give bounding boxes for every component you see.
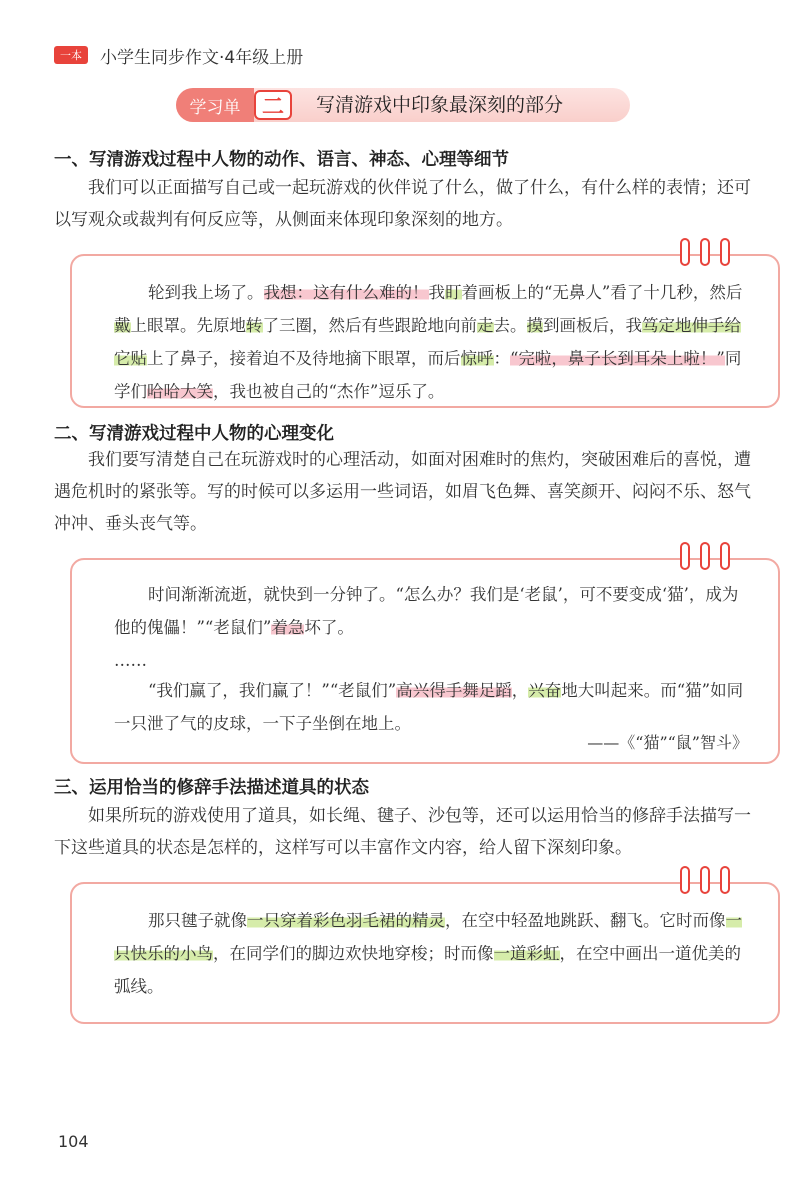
- text-run: ，在空中画出一道优美的弧线。: [114, 944, 741, 996]
- example-text-1: [114, 276, 754, 408]
- clip-icon: [700, 238, 710, 266]
- page-number: 104: [58, 1132, 89, 1151]
- highlight-green: 一只快乐的小鸟: [114, 911, 742, 963]
- text-run: ，在空中轻盈地跳跃、翻飞。它时而像: [445, 911, 726, 930]
- clip-icon: [700, 542, 710, 570]
- text-run: 时间渐渐流逝，就快到一分钟了。“怎么办？我们是‘老鼠’，可不要变成‘猫’，成为他的傀儡！”“老鼠们”: [114, 585, 739, 637]
- binder-clips: [680, 238, 730, 266]
- highlight-green: 一只穿着彩色羽毛裙的精灵: [247, 911, 445, 930]
- highlight-pink: 着急: [271, 618, 305, 637]
- text-run: “我们赢了，我们赢了！”“老鼠们”: [148, 681, 397, 700]
- section-heading-2: 二、写清游戏过程中人物的心理变化: [54, 424, 334, 444]
- highlight-pink: 我想：这有什么难的！: [263, 283, 429, 302]
- clip-icon: [700, 866, 710, 894]
- text-run: 到画板后，我: [543, 316, 642, 335]
- highlight-green: 盯: [445, 283, 462, 302]
- text-run: 轮到我上场了。: [148, 283, 264, 302]
- clip-icon: [680, 238, 690, 266]
- section-heading-3: 三、运用恰当的修辞手法描述道具的状态: [54, 778, 369, 798]
- clip-icon: [720, 542, 730, 570]
- text-run: ：: [493, 349, 510, 368]
- text-run: 着画板上的“无鼻人”看了十几秒，然后: [461, 283, 743, 302]
- section-paragraph-1: 我们可以正面描写自己或一起玩游戏的伙伴说了什么，做了什么，有什么样的表情；还可以写观众或裁判有何反应等，从侧面来体现印象深刻的地方。: [54, 178, 751, 230]
- clip-icon: [680, 866, 690, 894]
- section-paragraph-3: 如果所玩的游戏使用了道具，如长绳、毽子、沙包等，还可以运用恰当的修辞手法描写一下这些道具的状态是怎样的，这样写可以丰富作文内容，给人留下深刻印象。: [54, 806, 751, 858]
- page-header: [54, 42, 303, 68]
- example-box-3: [70, 882, 780, 1024]
- example-ellipsis: ……: [114, 651, 147, 670]
- example-box-1: [70, 254, 780, 408]
- text-run: ，: [511, 681, 529, 700]
- text-run: 坏了。: [304, 618, 354, 637]
- text-run: 我: [428, 283, 445, 302]
- example-text-2a: [114, 578, 754, 644]
- example-attribution: ——《“猫”“鼠”智斗》: [587, 733, 748, 752]
- section-heading-1: 一、写清游戏过程中人物的动作、语言、神态、心理等细节: [54, 150, 509, 170]
- example-box-2: [70, 558, 780, 764]
- clip-icon: [680, 542, 690, 570]
- text-run: 上眼罩。先原地: [130, 316, 246, 335]
- study-sheet-banner: [176, 88, 630, 122]
- book-title: 小学生同步作文·4年级上册: [100, 47, 304, 68]
- highlight-green: 兴奋: [528, 681, 562, 700]
- study-sheet-number: 二: [254, 90, 292, 120]
- text-run: 上了鼻子，接着迫不及待地摘下眼罩，而后: [147, 349, 461, 368]
- example-text-3: [114, 904, 754, 1003]
- highlight-pink: “完啦，鼻子长到耳朵上啦！”: [510, 349, 725, 368]
- highlight-green: 一道彩虹: [493, 944, 560, 963]
- study-sheet-title: 写清游戏中印象最深刻的部分: [316, 94, 564, 116]
- text-run: 去。: [493, 316, 527, 335]
- highlight-green: 笃定地伸手给它贴: [114, 316, 741, 368]
- highlight-green: 摸: [526, 316, 543, 335]
- section-paragraph-2: 我们要写清楚自己在玩游戏时的心理活动，如面对困难时的焦灼，突破困难后的喜悦，遭遇危机时的紧张等。写的时候可以多运用一些词语，如眉飞色舞、喜笑颜开、闷闷不乐、怒气冲冲、垂头丧气等。: [54, 450, 751, 534]
- binder-clips: [680, 866, 730, 894]
- highlight-green: 走: [477, 316, 494, 335]
- highlight-pink: 高兴得手舞足蹈: [396, 681, 512, 700]
- text-run: 那只毽子就像: [148, 911, 247, 930]
- highlight-green: 转: [246, 316, 263, 335]
- clip-icon: [720, 866, 730, 894]
- highlight-green: 戴: [114, 316, 131, 335]
- text-run: 地大叫起来。而“猫”如同一只泄了气的皮球，一下子坐倒在地上。: [114, 681, 744, 733]
- clip-icon: [720, 238, 730, 266]
- study-sheet-label: 学习单: [176, 88, 254, 122]
- text-run: 同学们: [114, 349, 742, 401]
- text-run: 了三圈，然后有些跟跄地向前: [262, 316, 477, 335]
- highlight-green: 惊呼: [460, 349, 494, 368]
- publisher-logo: 一本: [54, 46, 88, 64]
- binder-clips: [680, 542, 730, 570]
- highlight-pink: 哈哈大笑: [147, 382, 213, 401]
- text-run: ，在同学们的脚边欢快地穿梭；时而像: [213, 944, 494, 963]
- text-run: ，我也被自己的“杰作”逗乐了。: [213, 382, 445, 401]
